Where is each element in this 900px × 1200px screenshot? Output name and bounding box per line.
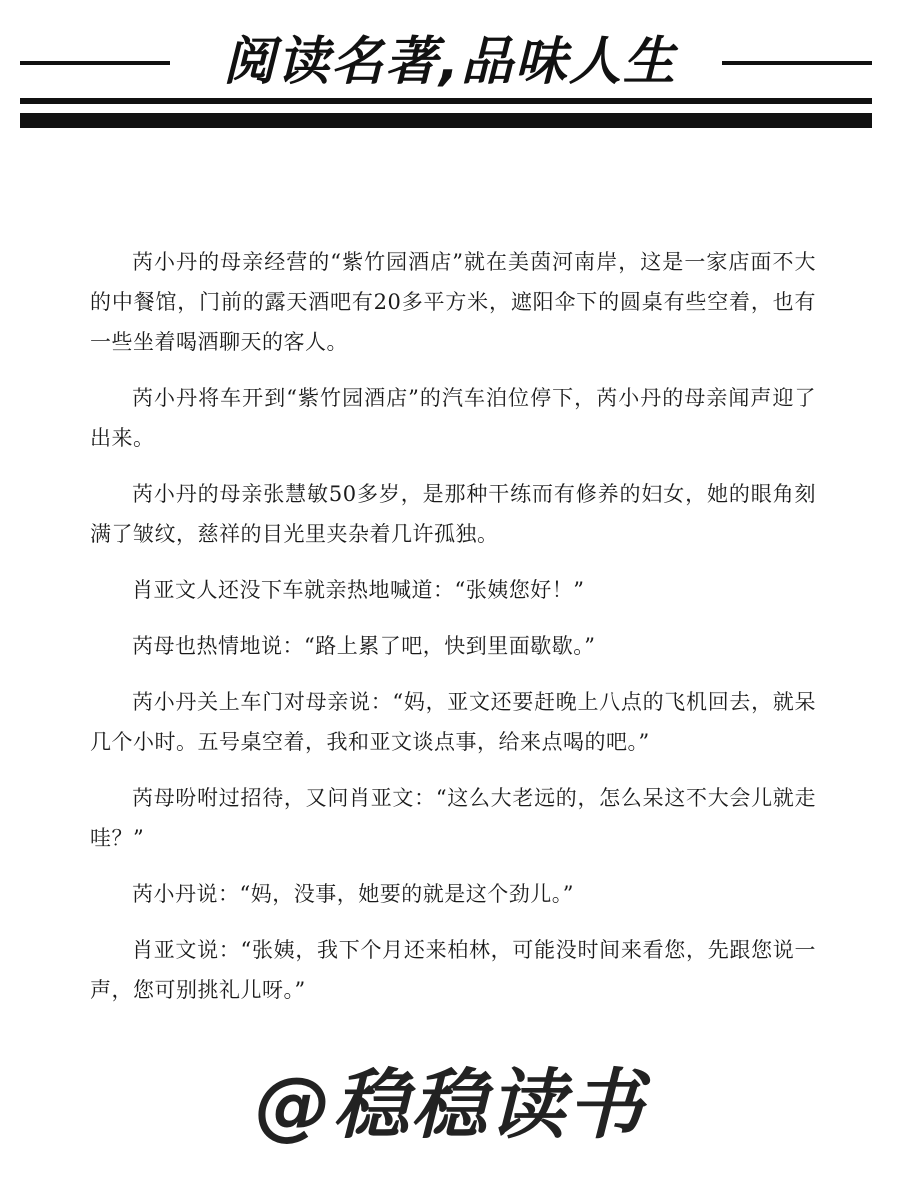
page-header	[0, 0, 900, 140]
paragraph: 肖亚文人还没下车就亲热地喊道：“张姨您好！”	[132, 578, 585, 602]
paragraph: 芮小丹说：“妈，没事，她要的就是这个劲儿。”	[132, 882, 574, 906]
header-divider-thick	[20, 113, 872, 128]
title-rule-right	[722, 61, 872, 65]
paragraph: 芮小丹的母亲经营的“紫竹园酒店”就在美茵河南岸，这是一家店面不大的中餐馆，门前的露天酒吧有20多平方米，遮阳伞下的圆桌有些空着，也有一些坐着喝酒聊天的客人。	[90, 250, 816, 354]
paragraph: 肖亚文说：“张姨，我下个月还来柏林，可能没时间来看您，先跟您说一声，您可别挑礼儿呀。”	[90, 938, 816, 1002]
paragraph: 芮母也热情地说：“路上累了吧，快到里面歇歇。”	[132, 634, 596, 658]
paragraph: 芮小丹的母亲张慧敏50多岁，是那种干练而有修养的妇女，她的眼角刻满了皱纹，慈祥的目光里夹杂着几许孤独。	[90, 482, 816, 546]
article-body	[90, 242, 816, 1026]
paragraph: 芮小丹关上车门对母亲说：“妈，亚文还要赶晚上八点的飞机回去，就呆几个小时。五号桌空着，我和亚文谈点事，给来点喝的吧。”	[90, 690, 816, 754]
paragraph: 芮小丹将车开到“紫竹园酒店”的汽车泊位停下，芮小丹的母亲闻声迎了出来。	[90, 386, 816, 450]
paragraph: 芮母吩咐过招待，又问肖亚文：“这么大老远的，怎么呆这不大会儿就走哇？”	[90, 786, 816, 850]
page-title: 阅读名著,品味人生	[223, 32, 677, 92]
header-divider-thin	[20, 98, 872, 104]
author-signature: @稳稳读书	[255, 1060, 645, 1149]
